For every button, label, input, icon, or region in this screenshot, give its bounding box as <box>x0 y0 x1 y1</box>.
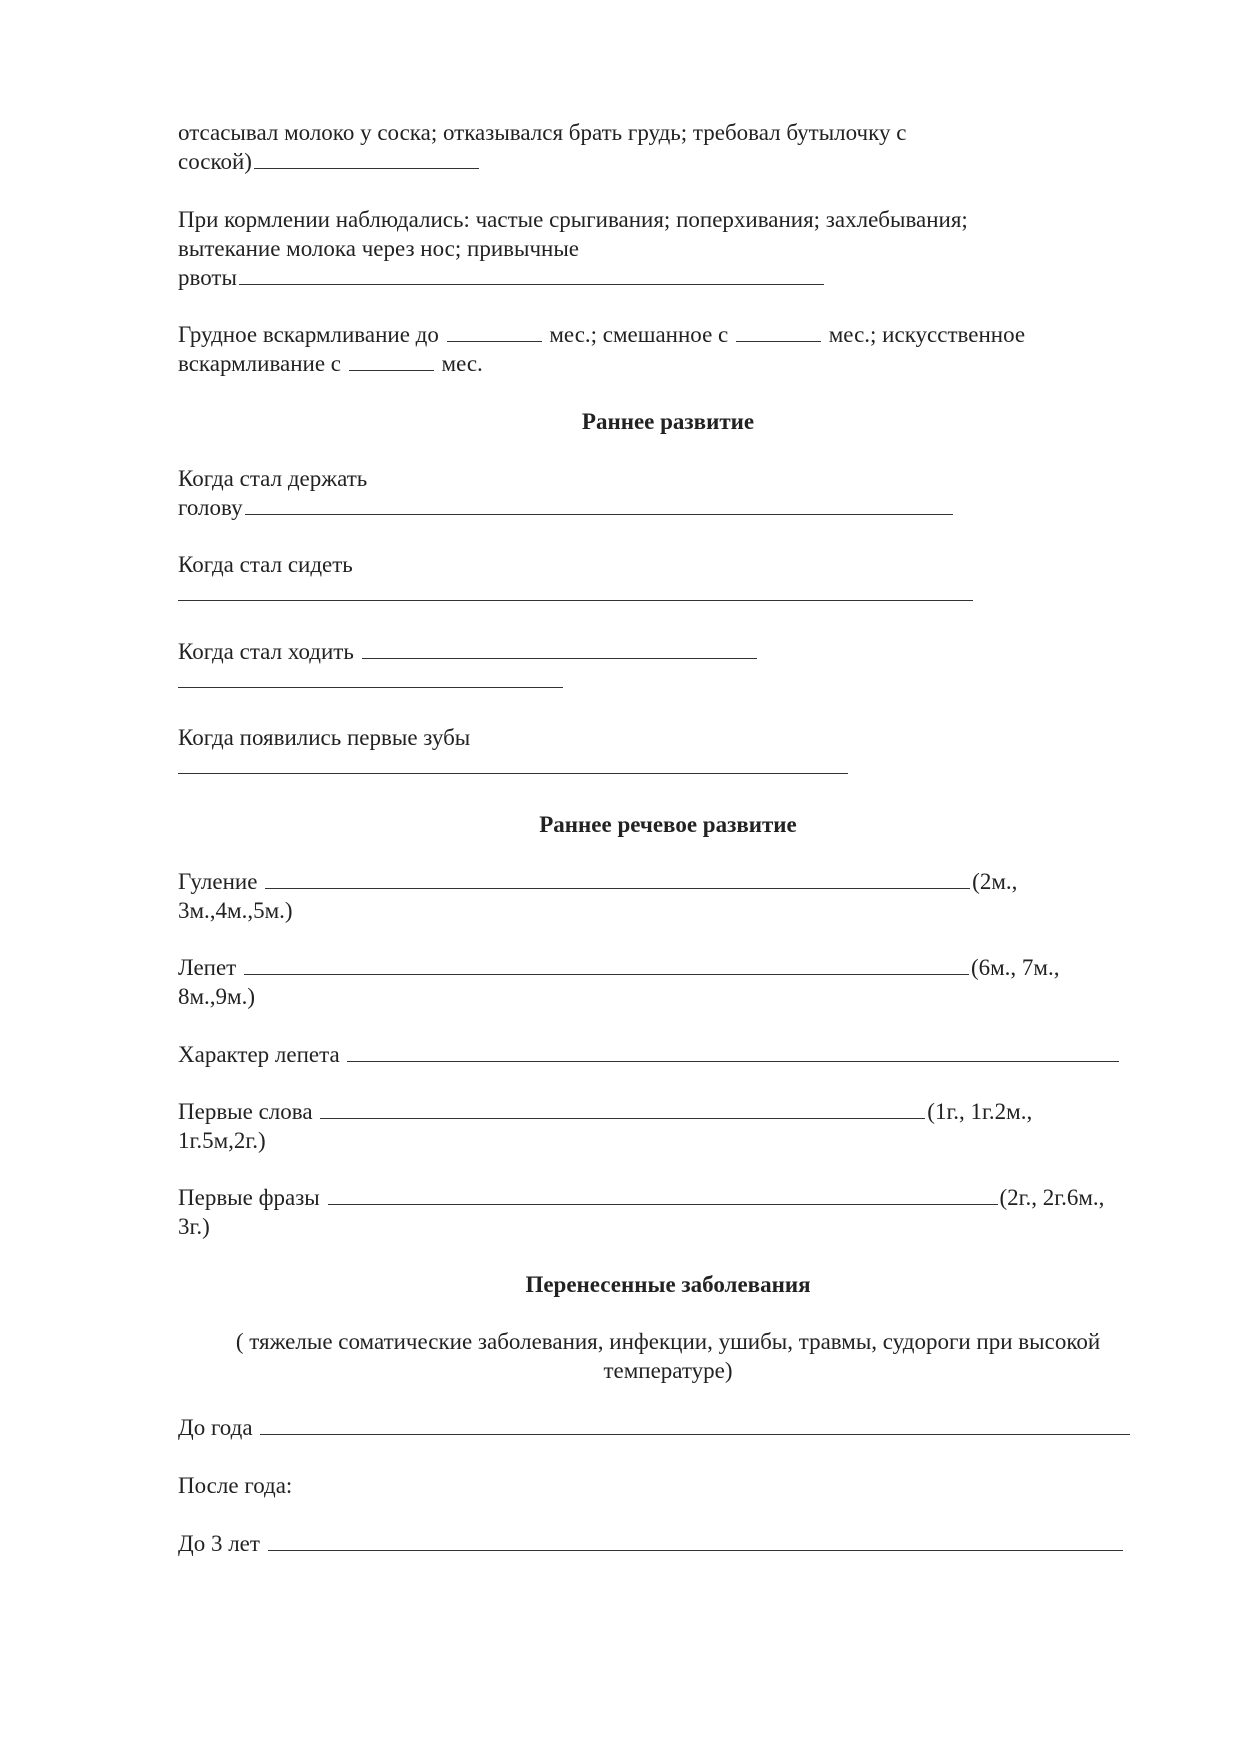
mixed-months-blank[interactable] <box>736 340 821 342</box>
babble-character-paragraph <box>178 1040 1121 1069</box>
first-words-ages-2: 1г.5м,2г.) <box>178 1128 266 1153</box>
early-speech-heading: Раннее речевое развитие <box>539 812 797 837</box>
illnesses-note <box>178 1327 1158 1385</box>
babble-ages-1: (6м., 7м., <box>970 955 1060 980</box>
artificial-months-unit: мес. <box>441 351 483 376</box>
first-phrases-label: Первые фразы <box>178 1185 320 1210</box>
artificial-months-blank[interactable] <box>349 369 434 371</box>
breast-months-blank[interactable] <box>447 340 542 342</box>
walking-label: Когда стал ходить <box>178 639 354 664</box>
before-3-years-label: До 3 лет <box>178 1531 260 1556</box>
teeth-label: Когда появились первые зубы <box>178 725 471 750</box>
first-words-blank[interactable] <box>320 1117 925 1119</box>
babble-label: Лепет <box>178 955 237 980</box>
early-development-heading: Раннее развитие <box>581 409 755 434</box>
first-words-paragraph <box>178 1097 1032 1155</box>
feeding-observed-line1: При кормлении наблюдались: частые срыгивания; поперхивания; захлебывания; <box>178 207 968 232</box>
before-3-years-paragraph <box>178 1529 1125 1558</box>
babble-paragraph <box>178 953 1060 1011</box>
first-phrases-ages-1: (2г., 2г.6м., <box>999 1185 1105 1210</box>
illnesses-note-line1: ( тяжелые соматические заболевания, инфекции, ушибы, травмы, судороги при высокой <box>235 1329 1101 1354</box>
illnesses-heading: Перенесенные заболевания <box>525 1272 811 1297</box>
sucking-blank-line[interactable] <box>254 167 479 169</box>
before-year-paragraph <box>178 1413 1132 1442</box>
after-year-paragraph <box>178 1471 292 1500</box>
first-words-ages-1: (1г., 1г.2м., <box>927 1099 1033 1124</box>
first-words-label: Первые слова <box>178 1099 313 1124</box>
head-holding-paragraph <box>178 464 955 522</box>
feeding-observed-line3: рвоты <box>178 265 237 290</box>
feeding-sucking-line2: соской) <box>178 149 252 174</box>
cooing-label: Гуление <box>178 869 258 894</box>
after-year-label: После года: <box>178 1473 293 1498</box>
vomiting-blank-line[interactable] <box>239 283 824 285</box>
before-year-label: До года <box>178 1415 253 1440</box>
illnesses-note-line2: температуре) <box>603 1358 733 1383</box>
first-phrases-paragraph <box>178 1183 1104 1241</box>
sitting-paragraph <box>178 550 975 608</box>
teeth-blank[interactable] <box>178 772 848 774</box>
head-holding-blank[interactable] <box>245 513 953 515</box>
cooing-ages-2: 3м.,4м.,5м.) <box>178 898 293 923</box>
artificial-feeding-prefix: вскармливание с <box>178 351 342 376</box>
walking-blank-1[interactable] <box>362 657 757 659</box>
babble-blank[interactable] <box>244 973 969 975</box>
first-phrases-blank[interactable] <box>328 1203 998 1205</box>
feeding-observed-paragraph <box>178 205 968 292</box>
walking-blank-2[interactable] <box>178 686 563 688</box>
babble-character-label: Характер лепета <box>178 1042 340 1067</box>
breast-feeding-label: Грудное вскармливание до <box>178 322 439 347</box>
teeth-paragraph <box>178 723 850 781</box>
cooing-ages-1: (2м., <box>972 869 1018 894</box>
head-holding-line1: Когда стал держать <box>178 466 368 491</box>
walking-paragraph <box>178 637 759 695</box>
artificial-feeding-label: мес.; искусственное <box>828 322 1026 347</box>
feeding-observed-line2: вытекание молока через нос; привычные <box>178 236 579 261</box>
before-3-years-blank[interactable] <box>268 1549 1123 1551</box>
cooing-blank[interactable] <box>265 887 970 889</box>
mixed-feeding-label: мес.; смешанное с <box>549 322 729 347</box>
head-holding-line2: голову <box>178 495 243 520</box>
feeding-sucking-line1: отсасывал молоко у соска; отказывался брать грудь; требовал бутылочку с <box>178 120 907 145</box>
sitting-label: Когда стал сидеть <box>178 552 353 577</box>
feeding-type-paragraph <box>178 320 1025 378</box>
feeding-sucking-paragraph <box>178 118 906 176</box>
first-phrases-ages-2: 3г.) <box>178 1214 210 1239</box>
before-year-blank[interactable] <box>260 1433 1130 1435</box>
sitting-blank[interactable] <box>178 599 973 601</box>
babble-character-blank[interactable] <box>347 1060 1119 1062</box>
cooing-paragraph <box>178 867 1017 925</box>
babble-ages-2: 8м.,9м.) <box>178 984 256 1009</box>
